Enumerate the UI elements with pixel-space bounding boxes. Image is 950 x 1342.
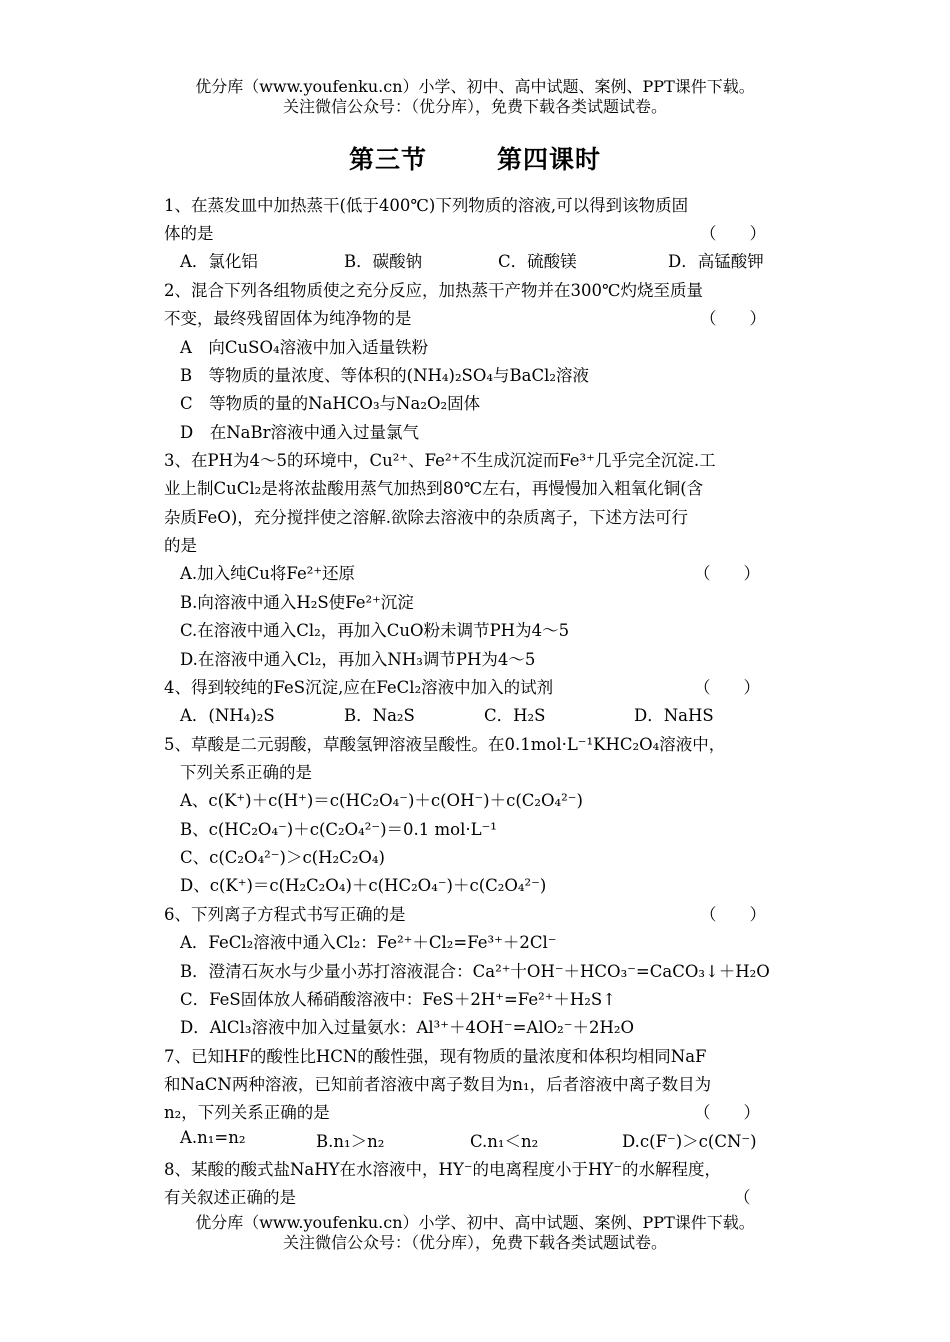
q2-option-b: B 等物质的量浓度、等体积的(NH₄)₂SO₄与BaCl₂溶液	[180, 366, 589, 385]
q1-option-c: C．硫酸镁	[498, 252, 577, 271]
q7-option-b: B.n₁＞n₂	[316, 1132, 385, 1151]
q5-line-1: 5、草酸是二元弱酸，草酸氢钾溶液呈酸性。在0.1mol·L⁻¹KHC₂O₄溶液中，	[164, 735, 726, 754]
q7-option-d: D.c(F⁻)＞c(CN⁻)	[622, 1132, 757, 1151]
q7-line-1: 7、已知HF的酸性比HCN的酸性强，现有物质的量浓度和体积均相同NaF	[164, 1047, 707, 1066]
q7-line-3: n₂，下列关系正确的是	[164, 1103, 330, 1122]
q3-option-c: C.在溶液中通入Cl₂，再加入CuO粉未调节PH为4～5	[180, 621, 570, 640]
q2-option-d: D 在NaBr溶液中通入过量氯气	[180, 423, 420, 442]
q5-option-c: C、c(C₂O₄²⁻)＞c(H₂C₂O₄)	[180, 848, 385, 867]
header-line-1: 优分库（www.youfenku.cn）小学、初中、高中试题、案例、PPT课件下载。	[195, 77, 755, 96]
page-title	[0, 140, 950, 176]
q5-option-b: B、c(HC₂O₄⁻)＋c(C₂O₄²⁻)＝0.1 mol·L⁻¹	[180, 820, 497, 839]
q7-answer-paren: （ ）	[694, 1103, 760, 1122]
q6-option-c: C．FeS固体放人稀硝酸溶液中：FeS＋2H⁺=Fe²⁺＋H₂S↑	[180, 990, 617, 1009]
q7-option-c: C.n₁＜n₂	[470, 1132, 539, 1151]
q3-option-d: D.在溶液中通入Cl₂，再加入NH₃调节PH为4～5	[180, 650, 536, 669]
q2-option-a: A 向CuSO₄溶液中加入适量铁粉	[180, 338, 429, 357]
footer-line-2: 关注微信公众号：（优分库），免费下载各类试题试卷。	[282, 1233, 667, 1252]
q6-option-d: D．AlCl₃溶液中加入过量氨水：Al³⁺＋4OH⁻=AlO₂⁻＋2H₂O	[180, 1018, 634, 1037]
q6-line-1: 6、下列离子方程式书写正确的是	[164, 905, 406, 924]
q7-line-2: 和NaCN两种溶液，已知前者溶液中离子数目为n₁，后者溶液中离子数目为	[164, 1075, 712, 1094]
q1-line-2: 体的是	[164, 224, 214, 243]
q1-line-1: 1、在蒸发皿中加热蒸干(低于400℃)下列物质的溶液,可以得到该物质固	[164, 196, 689, 215]
q2-line-1: 2、混合下列各组物质使之充分反应，加热蒸干产物并在300℃灼烧至质量	[164, 281, 703, 300]
q2-option-c: C 等物质的量的NaHCO₃与Na₂O₂固体	[180, 394, 481, 413]
q3-option-b: B.向溶液中通入H₂S使Fe²⁺沉淀	[180, 593, 414, 612]
q3-answer-paren: （ ）	[694, 564, 760, 583]
q8-line-1: 8、某酸的酸式盐NaHY在水溶液中，HY⁻的电离程度小于HY⁻的水解程度，	[164, 1160, 722, 1179]
q8-answer-paren: （	[734, 1188, 751, 1207]
q3-line-1: 3、在PH为4～5的环境中，Cu²⁺、Fe²⁺不生成沉淀而Fe³⁺几乎完全沉淀.工	[164, 451, 716, 470]
header-line-2: 关注微信公众号：（优分库），免费下载各类试题试卷。	[282, 97, 667, 116]
q3-line-4: 的是	[164, 536, 197, 555]
q6-answer-paren: （ ）	[700, 905, 766, 924]
q7-option-a: A.n₁=n₂	[180, 1128, 246, 1147]
q4-line-1: 4、得到较纯的FeS沉淀,应在FeCl₂溶液中加入的试剂	[164, 678, 554, 697]
q6-option-a: A．FeCl₂溶液中通入Cl₂：Fe²⁺＋Cl₂=Fe³⁺＋2Cl⁻	[180, 933, 557, 952]
q4-option-c: C．H₂S	[484, 706, 546, 725]
title-lesson: 第四课时	[497, 145, 602, 174]
q1-answer-paren: （ ）	[700, 224, 766, 243]
q1-option-b: B．碳酸钠	[344, 252, 423, 271]
q4-option-a: A．(NH₄)₂S	[180, 706, 275, 725]
q1-option-d: D．高锰酸钾	[668, 252, 764, 271]
q1-option-a: A．氯化铝	[180, 252, 258, 271]
q8-line-2: 有关叙述正确的是	[164, 1188, 296, 1207]
q5-line-2: 下列关系正确的是	[180, 763, 312, 782]
q5-option-d: D、c(K⁺)＝c(H₂C₂O₄)＋c(HC₂O₄⁻)＋c(C₂O₄²⁻)	[180, 876, 547, 895]
q6-option-b: B．澄清石灰水与少量小苏打溶液混合：Ca²⁺十OH⁻＋HCO₃⁻=CaCO₃↓＋H₂O	[180, 962, 770, 981]
q4-option-d: D．NaHS	[634, 706, 714, 725]
q3-line-2: 业上制CuCl₂是将浓盐酸用蒸气加热到80℃左右，再慢慢加入粗氧化铜(含	[164, 479, 704, 498]
q4-option-b: B．Na₂S	[344, 706, 415, 725]
q2-answer-paren: （ ）	[700, 309, 766, 328]
q3-option-a: A.加入纯Cu将Fe²⁺还原	[180, 564, 356, 583]
title-section: 第三节	[348, 145, 427, 174]
q2-line-2: 不变，最终残留固体为纯净物的是	[164, 309, 412, 328]
q3-line-3: 杂质FeO)，充分搅拌使之溶解.欲除去溶液中的杂质离子，下述方法可行	[164, 508, 689, 527]
q4-answer-paren: （ ）	[694, 678, 760, 697]
footer-line-1: 优分库（www.youfenku.cn）小学、初中、高中试题、案例、PPT课件下载。	[195, 1213, 755, 1232]
q5-option-a: A、c(K⁺)＋c(H⁺)＝c(HC₂O₄⁻)＋c(OH⁻)＋c(C₂O₄²⁻)	[180, 791, 583, 810]
